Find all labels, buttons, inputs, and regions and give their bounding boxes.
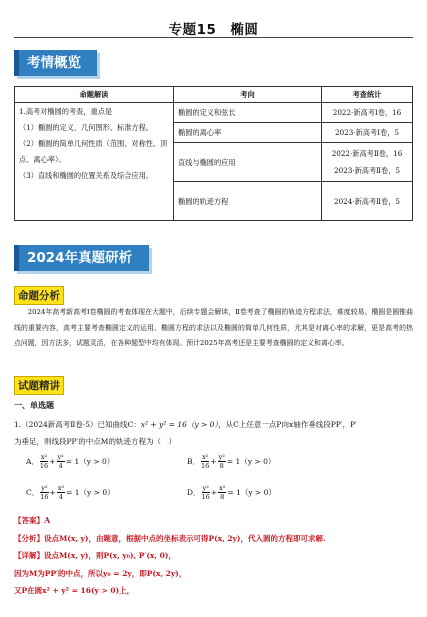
topic-cell: 椭圆的定义和弦长 xyxy=(174,103,322,123)
table-header-row xyxy=(15,87,413,103)
topic-cell: 椭圆的轨迹方程 xyxy=(174,182,322,221)
question-1 xyxy=(14,416,413,450)
answer-line xyxy=(14,512,413,530)
stats-cell xyxy=(322,143,413,182)
solution-block xyxy=(14,512,413,600)
stats-cell: 2022·新高考Ⅰ卷，16 xyxy=(322,103,413,123)
reading-cell xyxy=(15,103,174,221)
question-line-1 xyxy=(14,416,413,433)
detail-line: 又P在圆x² + y² = 16(y > 0)上， xyxy=(14,586,135,595)
fraction: $\frac{\text{x²}}{8}$ xyxy=(219,484,226,501)
exam-review-banner: 2024年真题研析 xyxy=(14,245,149,271)
section-heading: 一、单选题 xyxy=(14,401,54,410)
table-row xyxy=(15,103,413,123)
detail-line: 【详解】设点M(x, y)，则P(x, y₀), P′(x, 0)， xyxy=(14,551,176,560)
analysis-tag: 命题分析 xyxy=(14,286,64,305)
fraction: $\frac{\text{y²}}{16}$ xyxy=(40,484,49,501)
reading-line: （3）直线和椭圆的位置关系及综合应用。 xyxy=(19,171,153,180)
table-header: 命题解读 xyxy=(15,87,174,103)
fraction: $\frac{\text{x²}}{4}$ xyxy=(57,484,65,501)
question-mid: ，从C上任意一点P向x轴作垂线段PP′，P′ xyxy=(218,420,357,429)
answer-tag: 【答案】 xyxy=(14,516,44,525)
stats-cell: 2024·新高考Ⅱ卷，5 xyxy=(322,182,413,221)
option-condition: = 1（y > 0） xyxy=(66,488,115,497)
fraction: $\frac{\text{x²}}{16}$ xyxy=(201,453,210,470)
option-label: D． xyxy=(187,488,201,497)
title-divider xyxy=(14,37,413,38)
table-header: 考查统计 xyxy=(322,87,413,103)
option-c[interactable]: C． $\frac{\text{y²}}{16}$ + $\frac{\text{x²}}{4}$ = 1（y > 0） xyxy=(26,484,115,501)
analysis-line: 【分析】设点M(x, y)，由题意，根据中点的坐标表示可得P(x, 2y)，代入圆的方程即可求解. xyxy=(14,533,326,543)
page-title: 专题15 椭圆 xyxy=(168,22,259,38)
overview-table xyxy=(14,86,413,221)
option-condition: = 1（y > 0） xyxy=(226,457,276,466)
topic-cell: 直线与椭圆的应用 xyxy=(174,143,322,182)
reading-line: （1）椭圆的定义、几何图形、标准方程。 xyxy=(19,123,153,132)
fraction: $\frac{\text{y²}}{8}$ xyxy=(218,453,225,470)
detail-line: 因为M为PP′的中点，所以y₀ = 2y，即P(x, 2y)， xyxy=(14,568,187,578)
table-header: 考向 xyxy=(174,87,322,103)
practice-tag: 试题精讲 xyxy=(14,376,64,395)
option-label: B． xyxy=(187,457,201,466)
reading-line: 1.高考对椭圆的考查，重点是 xyxy=(19,107,113,116)
option-condition: = 1（y > 0） xyxy=(65,457,115,466)
answer-value: A xyxy=(44,515,51,525)
question-line-2: 为垂足，则线段PP′的中点M的轨迹方程为（ ） xyxy=(14,437,176,446)
topic-cell: 椭圆的离心率 xyxy=(174,123,322,143)
fraction: $\frac{\text{x²}}{16}$ xyxy=(39,453,49,470)
overview-banner: 考情概览 xyxy=(14,50,97,76)
option-d[interactable]: D． $\frac{\text{y²}}{16}$ + $\frac{\text{x²}}{8}$ = 1（y > 0） xyxy=(187,484,276,501)
option-label: A． xyxy=(26,457,39,466)
reading-line: （2）椭圆的简单几何性质（范围、对称性、顶点、离心率）。 xyxy=(19,139,168,164)
stats-cell: 2023·新高考Ⅰ卷，5 xyxy=(322,123,413,143)
option-a[interactable]: A． $\frac{\text{x²}}{16}$ + $\frac{\text{y²}}{4}$ = 1（y > 0） xyxy=(26,453,115,470)
option-label: C． xyxy=(26,488,40,497)
stats-line: 2022·新高考Ⅱ卷，16 xyxy=(331,149,403,158)
stats-line: 2023·新高考Ⅱ卷，5 xyxy=(334,166,400,175)
curve-equation: x² + y² = 16（y > 0） xyxy=(140,420,219,429)
analysis-paragraph: 2024年高考新高考Ⅰ卷椭圆的考查体现在大题中，后续专题会解读，Ⅱ卷考查了椭圆的轨迹方程求法，难度较易。椭圆是圆锥曲线的重要内容，高考主要考查椭圆定义的运用、椭圆方程的求法以及椭圆的简单几何性质，尤其是对离心率的求解，更是高考的热点问题，因方法多，试题灵活，在各种题型中均有体现。预计2025年高考还是主要考查椭圆的定义和离心率。 xyxy=(14,308,413,347)
fraction: $\frac{\text{y²}}{4}$ xyxy=(57,453,64,470)
option-b[interactable]: B． $\frac{\text{x²}}{16}$ + $\frac{\text{y²}}{8}$ = 1（y > 0） xyxy=(187,453,276,470)
option-condition: = 1（y > 0） xyxy=(227,488,276,497)
fraction: $\frac{\text{y²}}{16}$ xyxy=(201,484,210,501)
question-prefix: 1.（2024新高考Ⅱ卷·5）已知曲线C： xyxy=(14,420,141,429)
